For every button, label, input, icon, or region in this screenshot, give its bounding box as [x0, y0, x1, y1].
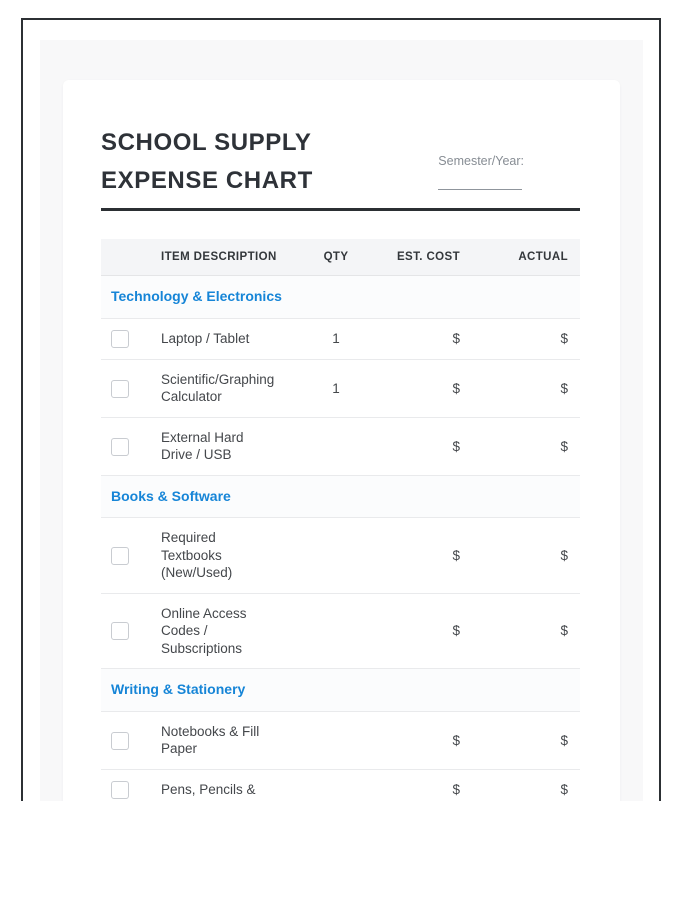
item-description: External Hard Drive / USB: [161, 417, 301, 475]
item-actual-cost: $: [460, 318, 580, 359]
item-actual-cost: $: [460, 593, 580, 669]
checkbox-cell: [101, 593, 161, 669]
page-background: [40, 40, 643, 801]
table-row: [101, 711, 580, 769]
semester-field: [438, 154, 524, 190]
item-checkbox[interactable]: [111, 732, 129, 750]
semester-input-line[interactable]: [438, 168, 522, 190]
item-checkbox[interactable]: [111, 547, 129, 565]
item-checkbox[interactable]: [111, 380, 129, 398]
item-description: Pens, Pencils &: [161, 769, 301, 801]
table-row: [101, 318, 580, 359]
item-description: Notebooks & Fill Paper: [161, 711, 301, 769]
table-row: [101, 518, 580, 594]
expense-table: [101, 239, 580, 801]
table-row: [101, 769, 580, 801]
item-actual-cost: $: [460, 518, 580, 594]
checkbox-column-header: [101, 239, 161, 276]
page-title: [101, 124, 313, 200]
checkbox-cell: [101, 318, 161, 359]
expense-table-head: [101, 239, 580, 276]
item-est-cost: $: [371, 359, 460, 417]
column-header-item-description: ITEM DESCRIPTION: [161, 239, 301, 276]
item-qty: 1: [301, 359, 371, 417]
item-qty: [301, 417, 371, 475]
checkbox-cell: [101, 518, 161, 594]
item-actual-cost: $: [460, 417, 580, 475]
item-est-cost: $: [371, 518, 460, 594]
item-qty: [301, 593, 371, 669]
header-divider: [101, 208, 580, 211]
checkbox-cell: [101, 359, 161, 417]
item-description: Required Textbooks (New/Used): [161, 518, 301, 594]
item-actual-cost: $: [460, 359, 580, 417]
item-checkbox[interactable]: [111, 622, 129, 640]
checkbox-cell: [101, 417, 161, 475]
section-label: Technology & Electronics: [101, 276, 580, 319]
item-qty: [301, 518, 371, 594]
column-header-est-cost: EST. COST: [371, 239, 460, 276]
item-description: Laptop / Tablet: [161, 318, 301, 359]
table-row: [101, 417, 580, 475]
item-qty: [301, 711, 371, 769]
item-est-cost: $: [371, 593, 460, 669]
column-header-qty: QTY: [301, 239, 371, 276]
item-checkbox[interactable]: [111, 781, 129, 799]
header-row: [101, 239, 580, 276]
item-est-cost: $: [371, 417, 460, 475]
item-qty: 1: [301, 318, 371, 359]
document-card: [63, 80, 620, 801]
section-label: Writing & Stationery: [101, 669, 580, 712]
page-title-line1: SCHOOL SUPPLY: [101, 129, 312, 156]
page-frame: [21, 18, 661, 801]
table-row: [101, 593, 580, 669]
item-checkbox[interactable]: [111, 330, 129, 348]
table-row: [101, 359, 580, 417]
item-qty: [301, 769, 371, 801]
item-est-cost: $: [371, 318, 460, 359]
section-row: [101, 276, 580, 319]
item-est-cost: $: [371, 711, 460, 769]
item-description: Scientific/Graphing Calculator: [161, 359, 301, 417]
document-header: [101, 124, 580, 200]
expense-table-body: [101, 276, 580, 802]
item-actual-cost: $: [460, 711, 580, 769]
item-est-cost: $: [371, 769, 460, 801]
section-label: Books & Software: [101, 475, 580, 518]
checkbox-cell: [101, 769, 161, 801]
section-row: [101, 475, 580, 518]
section-row: [101, 669, 580, 712]
checkbox-cell: [101, 711, 161, 769]
page-title-line2: EXPENSE CHART: [101, 167, 313, 194]
item-description: Online Access Codes / Subscriptions: [161, 593, 301, 669]
column-header-actual: ACTUAL: [460, 239, 580, 276]
item-actual-cost: $: [460, 769, 580, 801]
item-checkbox[interactable]: [111, 438, 129, 456]
semester-label: Semester/Year:: [438, 154, 524, 168]
